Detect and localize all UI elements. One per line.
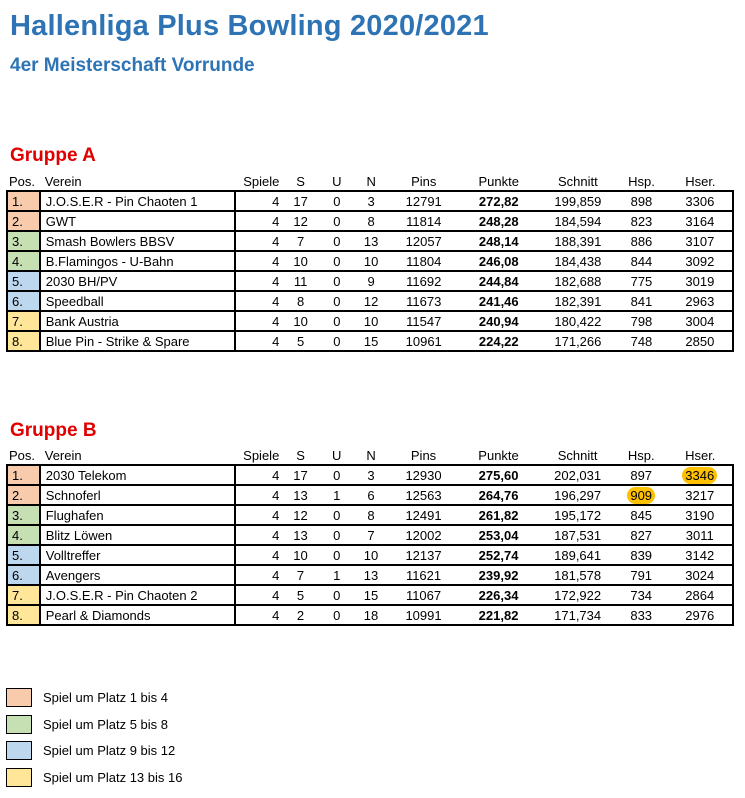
cell-spiele: 4	[235, 231, 280, 251]
cell-pos: 4.	[7, 251, 40, 271]
cell-hser: 3306	[668, 191, 733, 211]
cell-spiele: 4	[235, 211, 280, 231]
cell-spiele: 4	[235, 605, 280, 625]
cell-punkte: 252,74	[457, 545, 541, 565]
cell-spiele: 4	[235, 311, 280, 331]
cell-hser: 3011	[668, 525, 733, 545]
col-header-pins: Pins	[391, 172, 457, 191]
cell-schnitt: 196,297	[540, 485, 615, 505]
cell-punkte: 264,76	[457, 485, 541, 505]
col-header-pos: Pos.	[7, 172, 40, 191]
cell-hsp: 845	[615, 505, 668, 525]
cell-punkte: 221,82	[457, 605, 541, 625]
cell-u: 0	[322, 605, 352, 625]
cell-schnitt: 189,641	[540, 545, 615, 565]
cell-hsp: 823	[615, 211, 668, 231]
cell-u: 0	[322, 525, 352, 545]
table-row	[7, 465, 733, 485]
col-header-s: S	[279, 172, 322, 191]
table-row	[7, 605, 733, 625]
cell-s: 13	[279, 525, 321, 545]
cell-team: Blitz Löwen	[40, 525, 235, 545]
cell-n: 18	[352, 605, 391, 625]
cell-hsp: 775	[615, 271, 668, 291]
cell-s: 10	[279, 545, 321, 565]
cell-schnitt: 182,391	[541, 291, 616, 311]
cell-n: 15	[352, 331, 391, 351]
cell-pins: 10991	[390, 605, 456, 625]
table-header-row	[7, 172, 733, 191]
cell-pins: 11673	[391, 291, 457, 311]
table-row	[7, 331, 733, 351]
cell-spiele: 4	[235, 545, 280, 565]
cell-u: 1	[322, 565, 352, 585]
table-row	[7, 271, 733, 291]
table-header-row	[7, 446, 733, 465]
col-header-verein: Verein	[40, 446, 235, 465]
cell-hser: 3092	[668, 251, 733, 271]
cell-schnitt: 188,391	[541, 231, 616, 251]
cell-n: 8	[352, 505, 391, 525]
col-header-s: S	[279, 446, 321, 465]
col-header-hser: Hser.	[668, 172, 733, 191]
cell-pos: 1.	[7, 465, 40, 485]
cell-punkte: 248,14	[457, 231, 541, 251]
cell-hser: 3024	[668, 565, 733, 585]
cell-hser: 3190	[668, 505, 733, 525]
cell-hser: 3004	[668, 311, 733, 331]
cell-n: 9	[352, 271, 391, 291]
cell-schnitt: 187,531	[540, 525, 615, 545]
col-header-schnitt: Schnitt	[541, 172, 616, 191]
cell-pins: 11621	[390, 565, 456, 585]
cell-u: 0	[322, 231, 352, 251]
group-a-table	[6, 172, 734, 352]
cell-hsp: 734	[615, 585, 668, 605]
cell-pins: 11067	[390, 585, 456, 605]
cell-team: Avengers	[40, 565, 235, 585]
cell-punkte: 224,22	[457, 331, 541, 351]
cell-hser: 3164	[668, 211, 733, 231]
cell-s: 13	[279, 485, 321, 505]
cell-pos: 3.	[7, 505, 40, 525]
cell-pos: 2.	[7, 485, 40, 505]
cell-hser: 3217	[668, 485, 733, 505]
cell-team: 2030 Telekom	[40, 465, 235, 485]
cell-team: B.Flamingos - U-Bahn	[40, 251, 235, 271]
table-row	[7, 311, 733, 331]
cell-pos: 5.	[7, 271, 40, 291]
cell-n: 8	[352, 211, 391, 231]
cell-n: 10	[352, 251, 391, 271]
cell-n: 13	[352, 565, 391, 585]
cell-team: Smash Bowlers BBSV	[40, 231, 235, 251]
cell-pos: 7.	[7, 311, 40, 331]
cell-pins: 12930	[390, 465, 456, 485]
cell-pins: 11692	[391, 271, 457, 291]
cell-pos: 4.	[7, 525, 40, 545]
cell-punkte: 226,34	[457, 585, 541, 605]
cell-pins: 10961	[391, 331, 457, 351]
cell-u: 0	[322, 331, 352, 351]
legend-swatch-blue	[6, 741, 32, 760]
cell-schnitt: 171,266	[541, 331, 616, 351]
col-header-pos: Pos.	[7, 446, 40, 465]
cell-schnitt: 184,438	[541, 251, 616, 271]
cell-punkte: 272,82	[457, 191, 541, 211]
cell-u: 1	[322, 485, 352, 505]
table-row	[7, 545, 733, 565]
legend-swatch-yellow	[6, 768, 32, 787]
cell-u: 0	[322, 271, 352, 291]
cell-pos: 8.	[7, 331, 40, 351]
cell-n: 12	[352, 291, 391, 311]
cell-hsp: 898	[615, 191, 668, 211]
table-row	[7, 525, 733, 545]
cell-n: 13	[352, 231, 391, 251]
cell-n: 3	[352, 191, 391, 211]
cell-pos: 7.	[7, 585, 40, 605]
col-header-n: N	[352, 172, 391, 191]
cell-team: Speedball	[40, 291, 235, 311]
col-header-hsp: Hsp.	[615, 446, 668, 465]
cell-team: Pearl & Diamonds	[40, 605, 235, 625]
cell-hsp: 841	[615, 291, 668, 311]
table-row	[7, 505, 733, 525]
cell-team: 2030 BH/PV	[40, 271, 235, 291]
cell-s: 5	[279, 585, 321, 605]
cell-punkte: 248,28	[457, 211, 541, 231]
cell-hser: 2976	[668, 605, 733, 625]
cell-n: 3	[352, 465, 391, 485]
group-a-rows	[7, 191, 733, 351]
table-row	[7, 191, 733, 211]
cell-s: 8	[279, 291, 322, 311]
cell-s: 5	[279, 331, 322, 351]
cell-hsp	[615, 485, 668, 505]
cell-team: Volltreffer	[40, 545, 235, 565]
cell-pos: 3.	[7, 231, 40, 251]
highlight-badge: 3346	[682, 467, 717, 484]
cell-spiele: 4	[235, 291, 280, 311]
cell-hsp: 886	[615, 231, 668, 251]
table-row	[7, 251, 733, 271]
table-row	[7, 565, 733, 585]
table-row	[7, 291, 733, 311]
col-header-schnitt: Schnitt	[540, 446, 615, 465]
table-row	[7, 211, 733, 231]
table-row	[7, 485, 733, 505]
cell-hser: 2850	[668, 331, 733, 351]
cell-spiele: 4	[235, 505, 280, 525]
cell-s: 11	[279, 271, 322, 291]
col-header-u: U	[322, 172, 352, 191]
col-header-hsp: Hsp.	[615, 172, 668, 191]
cell-s: 17	[279, 465, 321, 485]
cell-spiele: 4	[235, 565, 280, 585]
col-header-hser: Hser.	[668, 446, 733, 465]
cell-spiele: 4	[235, 585, 280, 605]
cell-u: 0	[322, 505, 352, 525]
cell-hsp: 748	[615, 331, 668, 351]
cell-u: 0	[322, 545, 352, 565]
group-b-table	[6, 446, 734, 626]
cell-s: 12	[279, 505, 321, 525]
cell-pins: 12002	[390, 525, 456, 545]
cell-u: 0	[322, 191, 352, 211]
col-header-n: N	[352, 446, 391, 465]
cell-pos: 2.	[7, 211, 40, 231]
cell-u: 0	[322, 585, 352, 605]
cell-schnitt: 202,031	[540, 465, 615, 485]
cell-hsp: 833	[615, 605, 668, 625]
cell-punkte: 275,60	[457, 465, 541, 485]
cell-pos: 6.	[7, 291, 40, 311]
table-row	[7, 231, 733, 251]
cell-s: 7	[279, 565, 321, 585]
cell-spiele: 4	[235, 525, 280, 545]
cell-team: Schnoferl	[40, 485, 235, 505]
cell-pins: 11804	[391, 251, 457, 271]
cell-hser	[668, 465, 733, 485]
cell-s: 10	[279, 251, 322, 271]
cell-punkte: 244,84	[457, 271, 541, 291]
cell-u: 0	[322, 311, 352, 331]
cell-n: 7	[352, 525, 391, 545]
cell-schnitt: 199,859	[541, 191, 616, 211]
cell-hsp: 827	[615, 525, 668, 545]
table-row	[7, 585, 733, 605]
col-header-verein: Verein	[40, 172, 235, 191]
cell-pos: 1.	[7, 191, 40, 211]
cell-u: 0	[322, 251, 352, 271]
col-header-punkte: Punkte	[457, 446, 541, 465]
legend-label: Spiel um Platz 5 bis 8	[43, 717, 169, 732]
cell-s: 2	[279, 605, 321, 625]
cell-pins: 12057	[391, 231, 457, 251]
cell-s: 17	[279, 191, 322, 211]
cell-n: 6	[352, 485, 391, 505]
cell-punkte: 253,04	[457, 525, 541, 545]
cell-u: 0	[322, 465, 352, 485]
cell-hser: 3107	[668, 231, 733, 251]
cell-n: 10	[352, 545, 391, 565]
cell-schnitt: 181,578	[540, 565, 615, 585]
cell-pos: 8.	[7, 605, 40, 625]
group-a-title: Gruppe A	[10, 145, 96, 166]
legend-label: Spiel um Platz 1 bis 4	[43, 690, 169, 705]
page-subtitle: 4er Meisterschaft Vorrunde	[10, 55, 255, 76]
cell-schnitt: 171,734	[540, 605, 615, 625]
cell-punkte: 246,08	[457, 251, 541, 271]
cell-schnitt: 172,922	[540, 585, 615, 605]
cell-team: J.O.S.E.R - Pin Chaoten 2	[40, 585, 235, 605]
cell-n: 10	[352, 311, 391, 331]
cell-schnitt: 184,594	[541, 211, 616, 231]
cell-schnitt: 180,422	[541, 311, 616, 331]
cell-hser: 2864	[668, 585, 733, 605]
cell-team: Blue Pin - Strike & Spare	[40, 331, 235, 351]
cell-pos: 6.	[7, 565, 40, 585]
group-b-rows	[7, 465, 733, 625]
cell-punkte: 240,94	[457, 311, 541, 331]
cell-team: J.O.S.E.R - Pin Chaoten 1	[40, 191, 235, 211]
cell-spiele: 4	[235, 331, 280, 351]
cell-team: GWT	[40, 211, 235, 231]
cell-pins: 12137	[390, 545, 456, 565]
cell-spiele: 4	[235, 251, 280, 271]
cell-schnitt: 182,688	[541, 271, 616, 291]
cell-hser: 3019	[668, 271, 733, 291]
cell-spiele: 4	[235, 191, 280, 211]
cell-pins: 12791	[391, 191, 457, 211]
cell-hsp: 798	[615, 311, 668, 331]
cell-pins: 11547	[391, 311, 457, 331]
cell-pins: 12491	[390, 505, 456, 525]
cell-spiele: 4	[235, 271, 280, 291]
col-header-u: U	[322, 446, 352, 465]
cell-punkte: 241,46	[457, 291, 541, 311]
cell-u: 0	[322, 291, 352, 311]
legend-swatch-peach	[6, 688, 32, 707]
cell-hsp: 839	[615, 545, 668, 565]
cell-hsp: 844	[615, 251, 668, 271]
cell-u: 0	[322, 211, 352, 231]
cell-spiele: 4	[235, 485, 280, 505]
cell-hser: 3142	[668, 545, 733, 565]
cell-punkte: 239,92	[457, 565, 541, 585]
cell-hsp: 897	[615, 465, 668, 485]
col-header-spiele: Spiele	[235, 446, 280, 465]
cell-n: 15	[352, 585, 391, 605]
cell-punkte: 261,82	[457, 505, 541, 525]
col-header-pins: Pins	[390, 446, 456, 465]
cell-team: Bank Austria	[40, 311, 235, 331]
cell-pins: 11814	[391, 211, 457, 231]
cell-team: Flughafen	[40, 505, 235, 525]
highlight-badge: 909	[627, 487, 655, 504]
legend-swatch-green	[6, 715, 32, 734]
cell-pos: 5.	[7, 545, 40, 565]
cell-s: 7	[279, 231, 322, 251]
legend-label: Spiel um Platz 9 bis 12	[43, 743, 176, 758]
cell-s: 10	[279, 311, 322, 331]
col-header-spiele: Spiele	[235, 172, 280, 191]
col-header-punkte: Punkte	[457, 172, 541, 191]
cell-hser: 2963	[668, 291, 733, 311]
cell-s: 12	[279, 211, 322, 231]
group-b-title: Gruppe B	[10, 420, 97, 441]
cell-hsp: 791	[615, 565, 668, 585]
cell-pins: 12563	[390, 485, 456, 505]
cell-spiele: 4	[235, 465, 280, 485]
page-title: Hallenliga Plus Bowling 2020/2021	[10, 10, 489, 42]
legend-label: Spiel um Platz 13 bis 16	[43, 770, 183, 785]
cell-schnitt: 195,172	[540, 505, 615, 525]
